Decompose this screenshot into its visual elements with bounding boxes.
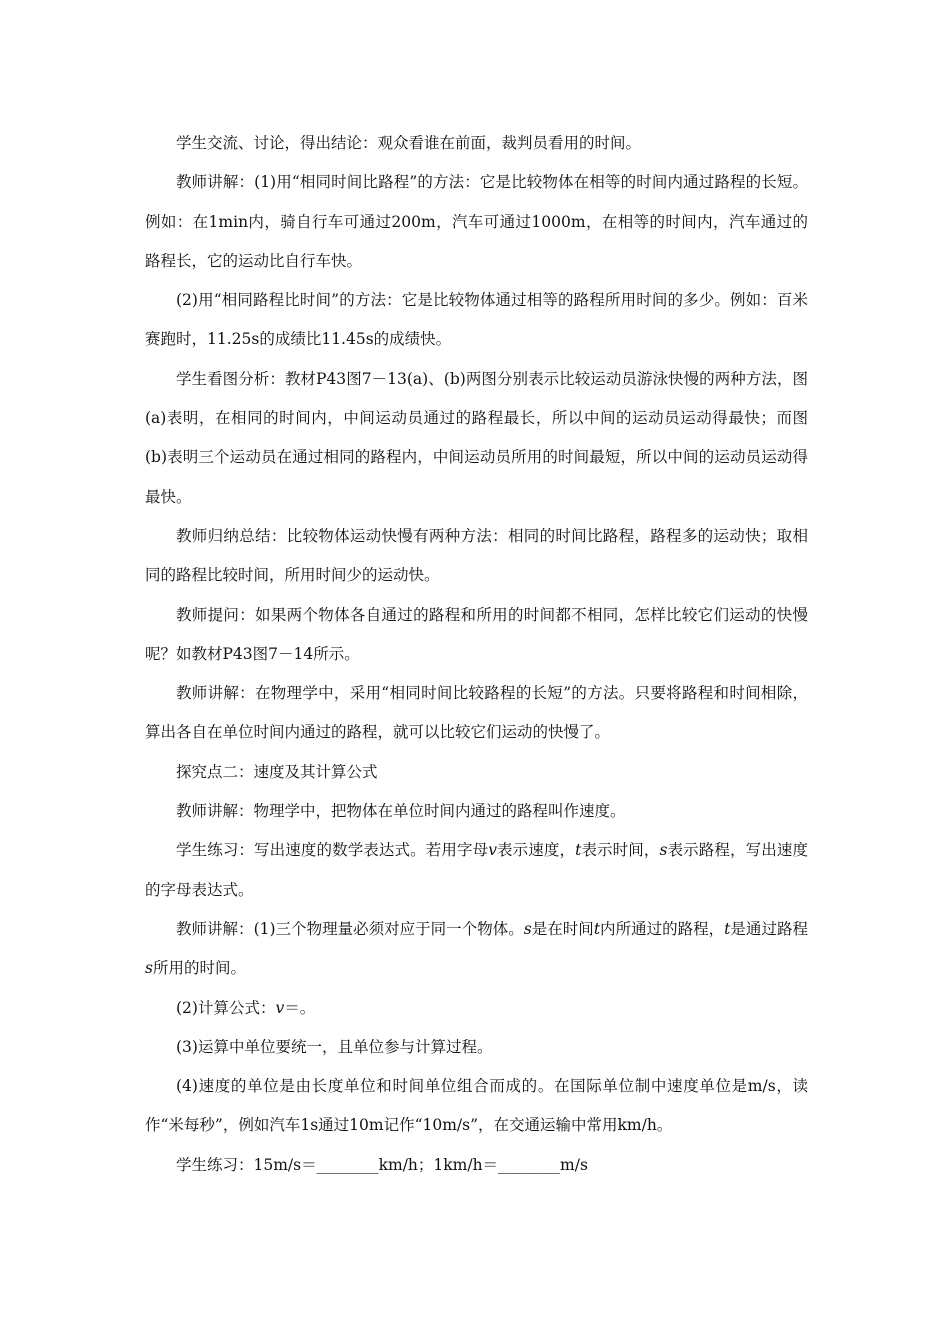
paragraph: 教师讲解：物理学中，把物体在单位时间内通过的路程叫作速度。 (176, 802, 626, 821)
paragraph: (2)计算公式：v＝。 (176, 998, 316, 1017)
paragraph: 学生练习：15m/s＝________km/h；1km/h＝________m/s (176, 1155, 588, 1174)
math-variable: t (724, 919, 731, 938)
math-variable: s (659, 841, 668, 860)
paragraph: 教师归纳总结：比较物体运动快慢有两种方法：相同的时间比路程，路程多的运动快；取相同的路程比较时间，所用时间少的运动快。 (145, 526, 808, 585)
math-variable: s (523, 919, 532, 938)
paragraph: 学生练习：写出速度的数学表达式。若用字母v表示速度，t表示时间，s表示路程，写出速度的字母表达式。 (145, 841, 808, 899)
paragraph: 教师讲解：(1)三个物理量必须对应于同一个物体。s是在时间t内所通过的路程，t是通过路程s所用的时间。 (145, 919, 808, 978)
section-heading: 探究点二：速度及其计算公式 (176, 762, 378, 781)
math-variable: s (145, 959, 153, 978)
math-variable: t (593, 919, 601, 938)
paragraph: 教师提问：如果两个物体各自通过的路程和所用的时间都不相同，怎样比较它们运动的快慢呢？如教材P43图7－14所示。 (145, 605, 808, 663)
paragraph: 学生看图分析：教材P43图7－13(a)、(b)两图分别表示比较运动员游泳快慢的两种方法，图(a)表明，在相同的时间内，中间运动员通过的路程最长，所以中间的运动员运动得最快；而图(b)表明三个运动员在通过相同的路程内，中间运动员所用的时间最短，所以中间的运动员运动得最快。 (145, 369, 808, 506)
paragraph: (3)运算中单位要统一，且单位参与计算过程。 (176, 1037, 493, 1056)
math-variable: v (275, 998, 285, 1017)
document-body (145, 124, 808, 1185)
paragraph: (4)速度的单位是由长度单位和时间单位组合而成的。在国际单位制中速度单位是m/s，读作“米每秒”，例如汽车1s通过10m记作“10m/s”，在交通运输中常用km/h。 (145, 1077, 808, 1135)
paragraph: 教师讲解：在物理学中，采用“相同时间比较路程的长短”的方法。只要将路程和时间相除，算出各自在单位时间内通过的路程，就可以比较它们运动的快慢了。 (145, 684, 808, 742)
math-variable: t (575, 841, 582, 860)
paragraph: 教师讲解：(1)用“相同时间比路程”的方法：它是比较物体在相等的时间内通过路程的长短。例如：在1min内，骑自行车可通过200m，汽车可通过1000m，在相等的时间内，汽车通过的路程长，它的运动比自行车快。 (145, 173, 808, 270)
paragraph: (2)用“相同路程比时间”的方法：它是比较物体通过相等的路程所用时间的多少。例如：百米赛跑时，11.25s的成绩比11.45s的成绩快。 (145, 291, 808, 349)
math-variable: v (488, 841, 497, 860)
paragraph: 学生交流、讨论，得出结论：观众看谁在前面，裁判员看用的时间。 (176, 134, 642, 152)
